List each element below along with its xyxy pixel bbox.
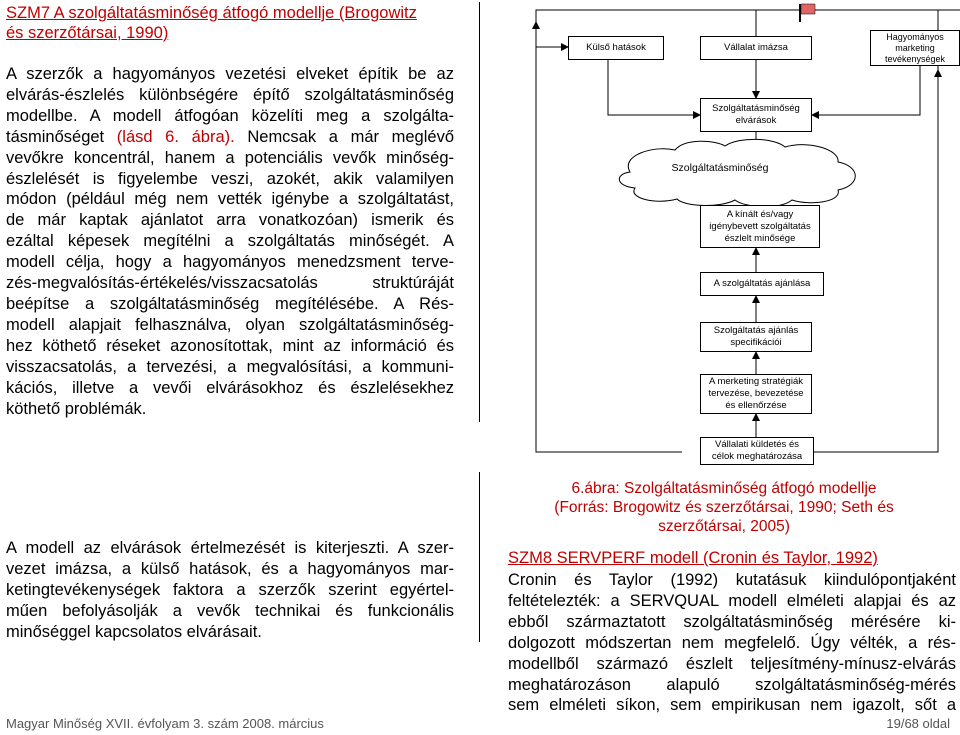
text-fragment: tásminőséget (6, 127, 117, 146)
figure-reference-link[interactable]: (lásd 6. ábra). (116, 127, 235, 146)
text-line: modellből származó észlelt teljesítmény-mínusz-elvárás (508, 654, 956, 673)
paragraph-2 (6, 538, 454, 643)
cloud-label: Szolgáltatásminőség (671, 162, 769, 174)
box-quality-expectations: Szolgáltatásminőség elvárások (700, 98, 812, 132)
text-line: Cronin és Taylor (1992) kutatásuk kiindulópontjaként (508, 571, 956, 589)
paragraph-1 (6, 64, 454, 419)
text-line: kációs, illetve a vevői elvárásokhoz és észlelésekhez (6, 378, 454, 397)
text-line: modell célja, hogy a hagyományos menedzsment terve- (6, 253, 454, 272)
box-perceived-quality: A kínált és/vagy igénybevett szolgáltatás észlelt minősége (700, 205, 820, 248)
text-line: zés-megvalósítás-értékelés/visszacsatolás struktúráját (6, 274, 454, 293)
text-line: ebből származtatott szolgáltatásminőség mérésére ki- (508, 612, 956, 631)
text-line: modell alapjait felhasználva, olyan szolgáltatásminőség- (6, 315, 454, 334)
text-line: vezet imázsa, a külső hatások, és a hagyományos mar- (6, 559, 454, 578)
text-line: hez köthető réseket azonosítottak, mint az információ és (6, 336, 454, 355)
box-traditional-marketing: Hagyományos marketing tevékenységek (870, 30, 960, 66)
text-line: elvárás-észlelés különbségére építő szolgáltatásminőség (6, 85, 454, 104)
section-title-szm7 (6, 3, 476, 43)
footer-page-number: 19/68 oldal (886, 716, 950, 731)
paragraph-3 (508, 570, 956, 716)
box-marketing-strategy: A merketing stratégiák tervezése, bevezetése és ellenőrzése (700, 374, 812, 414)
text-line: ezáltal képesek megítélni a szolgáltatás minőségét. A (6, 232, 454, 251)
column-divider-bottom (479, 472, 480, 642)
text-line: feltételezték: a SERVQUAL modell elméleti alapjai és az (508, 591, 956, 610)
text-line: módon (például még nem vették igénybe a szolgáltatást, (6, 190, 454, 209)
text-line: beépítse a szolgáltatásminőség megítélésébe. A Rés- (6, 294, 454, 313)
text-line: modellbe. A modell átfogóan közelíti meg a szolgálta- (6, 106, 454, 125)
text-line: visszacsatolás, a tervezési, a megvalósítási, a kommuni- (6, 357, 454, 376)
box-company-image: Vállalat imázsa (700, 36, 812, 60)
text-line-with-ref (6, 127, 454, 148)
caption-line: szerzőtársai, 2005) (658, 518, 790, 535)
text-line: köthető problémák. (6, 399, 147, 418)
caption-line: 6.ábra: Szolgáltatásminőség átfogó modellje (571, 480, 877, 497)
text-line: A szerzők a hagyományos vezetési elveket építik be az (6, 65, 454, 83)
text-line: dolgozott módszertan nem megfelelő. Úgy vélték, a rés- (508, 633, 956, 652)
text-fragment: Nemcsak a már meglévő (234, 127, 454, 146)
text-line: ketingtevékenységek faktora a szerzők szerint egyértel- (6, 580, 454, 599)
section-title-line: és szerzőtársai, 1990) (6, 24, 169, 42)
text-line: észlelését is figyelembe veszi, azokét, akik valamilyen (6, 169, 454, 188)
text-line: vevőkre koncentrál, hanem a potenciális vevők minőség- (6, 148, 454, 167)
box-offer-specifications: Szolgáltatás ajánlás specifikációi (700, 322, 812, 352)
text-line: A modell az elvárások értelmezését is kiterjeszti. A szer- (6, 539, 454, 557)
footer-left: Magyar Minőség XVII. évfolyam 3. szám 2008. március (6, 716, 324, 731)
section-title-szm8: SZM8 SERVPERF modell (Cronin és Taylor, 1992) (508, 549, 878, 567)
box-external-effects: Külső hatások (568, 36, 664, 60)
flag-icon (799, 4, 815, 22)
section-title-line: SZM7 A szolgáltatásminőség átfogó modellje (Brogowitz (6, 4, 417, 22)
text-line: de már kaptak ajánlatot arra vonatkozóan) ismerik és (6, 211, 454, 230)
text-line: műen befolyásolják a vevők technikai és funkcionális (6, 601, 454, 620)
text-line: minőséggel kapcsolatos elvárásait. (6, 622, 262, 641)
caption-line: (Forrás: Brogowitz és szerzőtársai, 1990; Seth és (554, 499, 894, 516)
text-line: sem elméleti síkon, sem empirikusan nem igazolt, sőt a (508, 696, 956, 715)
box-mission-goals: Vállalati küldetés és célok meghatározása (700, 437, 814, 465)
box-service-offer: A szolgáltatás ajánlása (700, 272, 824, 296)
text-line: meghatározáson alapuló szolgáltatásminőség-mérés (508, 675, 956, 694)
figure-caption (500, 479, 948, 536)
